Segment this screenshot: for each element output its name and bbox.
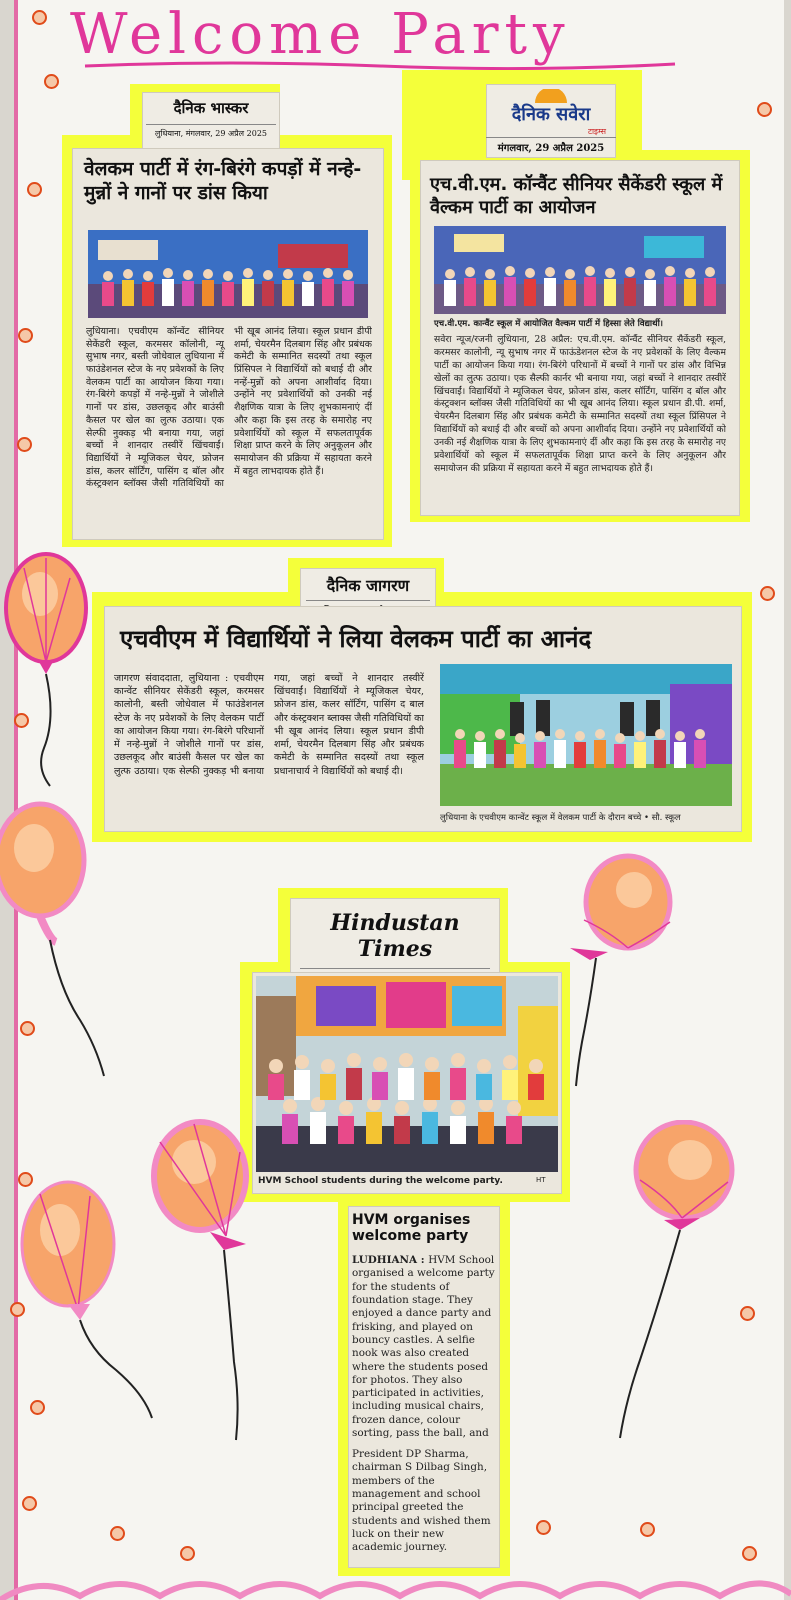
deco-dot (640, 1522, 655, 1537)
news-photo (88, 230, 368, 318)
photo-caption: लुधियाना के एचवीएम कान्वेंट स्कूल में वेलकम पार्टी के दौरान बच्चे • सौ. स्कूल (440, 813, 681, 823)
photo-credit: HT (536, 1176, 546, 1184)
masthead-hindustan-times (290, 898, 500, 976)
deco-dot (27, 182, 42, 197)
balloon-icon (0, 548, 100, 788)
masthead-dainik-bhaskar (142, 92, 280, 154)
poster-title: Welcome Party (70, 2, 571, 67)
newspaper-name: दैनिक भास्कर (173, 99, 249, 117)
headline: वेलकम पार्टी में रंग-बिरंगे कपड़ों में नन्हे-मुन्नों ने गानों पर डांस किया (84, 158, 362, 204)
photo-caption: HVM School students during the welcome party. (258, 1176, 503, 1186)
newspaper-name: दैनिक जागरण (326, 576, 410, 595)
masthead-dainik-savera (486, 84, 616, 158)
clipping-hindustan-times-photo (252, 972, 562, 1194)
newspaper-name: दैनिक सवेरा (511, 104, 591, 125)
deco-dot (536, 1520, 551, 1535)
newspaper-name: Hindustan Times (330, 910, 460, 962)
deco-dot (18, 328, 33, 343)
photo-caption: एच.वी.एम. कान्वैंट स्कूल में आयोजित वैल्कम पार्टी में हिस्सा लेते विद्यार्थी। (434, 319, 663, 329)
article-body (352, 1254, 496, 1440)
deco-dot (760, 586, 775, 601)
clipping-dainik-jagran (104, 606, 742, 832)
article-body-continued: President DP Sharma, chairman S Dilbag Singh, members of the management and school principal greeted the students and wished them luck on their new academic journey. (352, 1448, 491, 1554)
article-body: लुधियाना। एचवीएम कॉन्वेंट सीनियर सेकेंडरी स्कूल, करमसर कॉलोनी, न्यू सुभाष नगर, बस्ती जोधेवाल लुधियाना में फाउंडेशनल स्टेज के नए प्रवेशकों के लिए वेलकम पार्टी का आयोजन किया गया। रंग-बिरंगे कपड़ों में नन्हे-मुन्नों ने जोशीले गानों पर डांस, उछलकूद और बाउंसी कैसल पर खेल का लुत्फ उठाया। एक सेल्फी नुक्कड़ भी बनाया गया, जहां बच्चों ने शानदार तस्वीरें खिंचवाईं। विद्यार्थियों ने म्यूजिकल चेयर, फ्रोजन डांस, कलर सॉर्टिंग, पासिंग द बॉल और कंस्ट्रक्शन ब्लॉक्स जैसी गतिविधियों का भी खूब आनंद लिया। स्कूल प्रधान डीपी शर्मा, चेयरमैन दिलबाग सिंह और प्रबंधक कमेटी के सम्मानित सदस्यों तथा स्कूल प्रिंसिपल ने विद्यार्थियों को बधाई दी और नन्हें-मुन्नों को अपना आशीर्वाद दिया। उन्होंने नए प्रवेशार्थियों को उनकी नई शैक्षणिक यात्रा के लिए शुभकामनाएं दीं और कहा कि इस तरह के समारोह नए प्रवेशार्थियों को स्कूल में सफलतापूर्वक शिक्षा प्राप्त करने के लिए अनुकूलन और समायोजन की प्रक्रिया में सहायता करने में बहुत लाभदायक होते हैं। (86, 326, 372, 490)
balloon-icon (150, 1112, 260, 1442)
clipping-dainik-bhaskar (72, 148, 384, 540)
clipping-hindustan-times-text (348, 1206, 500, 1568)
article-body: सवेरा न्यूज/रजनी लुधियाना, 28 अप्रैल: एच.वी.एम. कॉन्वैंट सीनियर सैकेंडरी स्कूल, करमसर कालोनी, न्यू सुभाष नगर में फाऊंडेशनल स्टेज के नए प्रवेशकों के लिए वैल्कम पार्टी का आयोजन किया गया। रंग-बिरंगे परिधानों में बच्चों ने गानों पर डांस और विभिन्न खेलों का लुत्फ उठाया। एक सैल्फी कार्नर भी बनाया गया, जहां बच्चों ने शानदार तस्वीरें खिंचवाईं। विद्यार्थियों ने म्यूजिकल चेयर, फ्रोजन डांस, कलर सॉर्टिंग, पासिंग द बॉल और कंस्ट्रक्शन ब्लॉक्स जैसी गतिविधियों का भी खूब आनंद लिया। स्कूल प्रधान डी.पी. शर्मा, चेयरमैन दिलबाग सिंह और प्रबंधक कमेटी के सम्मानित सदस्यों तथा स्कूल प्रिंसिपल ने विद्यार्थियों को बधाई दी और बच्चों को अपना आशीर्वाद दिया। उन्होंने नए प्रवेशार्थियों को उनकी नई शैक्षणिक यात्रा के लिए शुभकामनाएं दीं और कहा कि इस तरह के समारोह नए प्रवेशार्थियों को स्कूल में सफलतापूर्वक शिक्षा प्राप्त करने के लिए अनुकूलन और समायोजन की प्रक्रिया में सहायता करने में बहुत लाभदायक होते हैं। (434, 334, 726, 474)
deco-dot (17, 437, 32, 452)
balloon-icon (0, 800, 110, 1080)
headline: HVM organises welcome party (352, 1212, 471, 1245)
article-text: HVM School organised a welcome party for the students of foundation stage. They enjoyed a dance party and frisking, and played on bouncy castles. A selfie nook was also created where the students posed for photos. They also participated in activities, including musical chairs, frozen dance, colour sorting, pass the ball, and (352, 1254, 495, 1440)
news-photo (256, 976, 558, 1172)
news-photo (440, 664, 732, 806)
clipping-dainik-savera (420, 160, 740, 516)
newspaper-sub: टाइम्स (587, 127, 606, 136)
news-photo (434, 226, 726, 314)
deco-dot (32, 10, 47, 25)
headline: एच.वी.एम. कॉन्वैंट सीनियर सैकेंडरी स्कूल में वैल्कम पार्टी का आयोजन (430, 174, 723, 218)
article-body: जागरण संवाददाता, लुधियाना : एचवीएम कान्वेंट सीनियर सेकेंडरी स्कूल, करमसर कालोनी, बस्ती जोधेवाल में फाउंडेशनल स्टेज के नए प्रवेशकों के लिए वेलकम पार्टी का आयोजन किया गया। रंग-बिरंगे परिधानों में नन्हे-मुन्नों ने जोशीले गानों पर डांस, उछलकूद और बाउंसी कैसल पर खेल का लुत्फ उठाया। एक सेल्फी नुक्कड़ भी बनाया गया, जहां बच्चों ने शानदार तस्वीरें खिंचवाईं। विद्यार्थियों ने म्यूजिकल चेयर, फ्रोजन डांस, कलर सॉर्टिंग, पासिंग द बाल और कंस्ट्रक्शन ब्लाक्स जैसी गतिविधियों का भी खूब आनंद लिया। स्कूल प्रधान डीपी शर्मा, चेयरमैन दिलबाग सिंह और प्रबंधक कमेटी के सम्मानित सदस्यों तथा स्कूल प्रधानाचार्य ने विद्यार्थियों को बधाई दी। (114, 673, 424, 777)
dateline: लुधियाना, मंगलवार, 29 अप्रैल 2025 (146, 124, 276, 139)
balloon-icon (600, 1120, 750, 1440)
article-dateline: LUDHIANA : (352, 1254, 429, 1266)
headline: एचवीएम में विद्यार्थियों ने लिया वेलकम पार्टी का आनंद (120, 625, 592, 653)
balloon-icon (20, 1180, 160, 1420)
deco-dot (180, 1546, 195, 1561)
deco-dot (757, 102, 772, 117)
deco-dot (44, 74, 59, 89)
deco-dot (742, 1546, 757, 1561)
balloon-icon (570, 852, 680, 1088)
deco-dot (22, 1496, 37, 1511)
sun-icon (486, 88, 616, 102)
deco-dot (110, 1526, 125, 1541)
dateline: मंगलवार, 29 अप्रैल 2025 (486, 137, 616, 154)
